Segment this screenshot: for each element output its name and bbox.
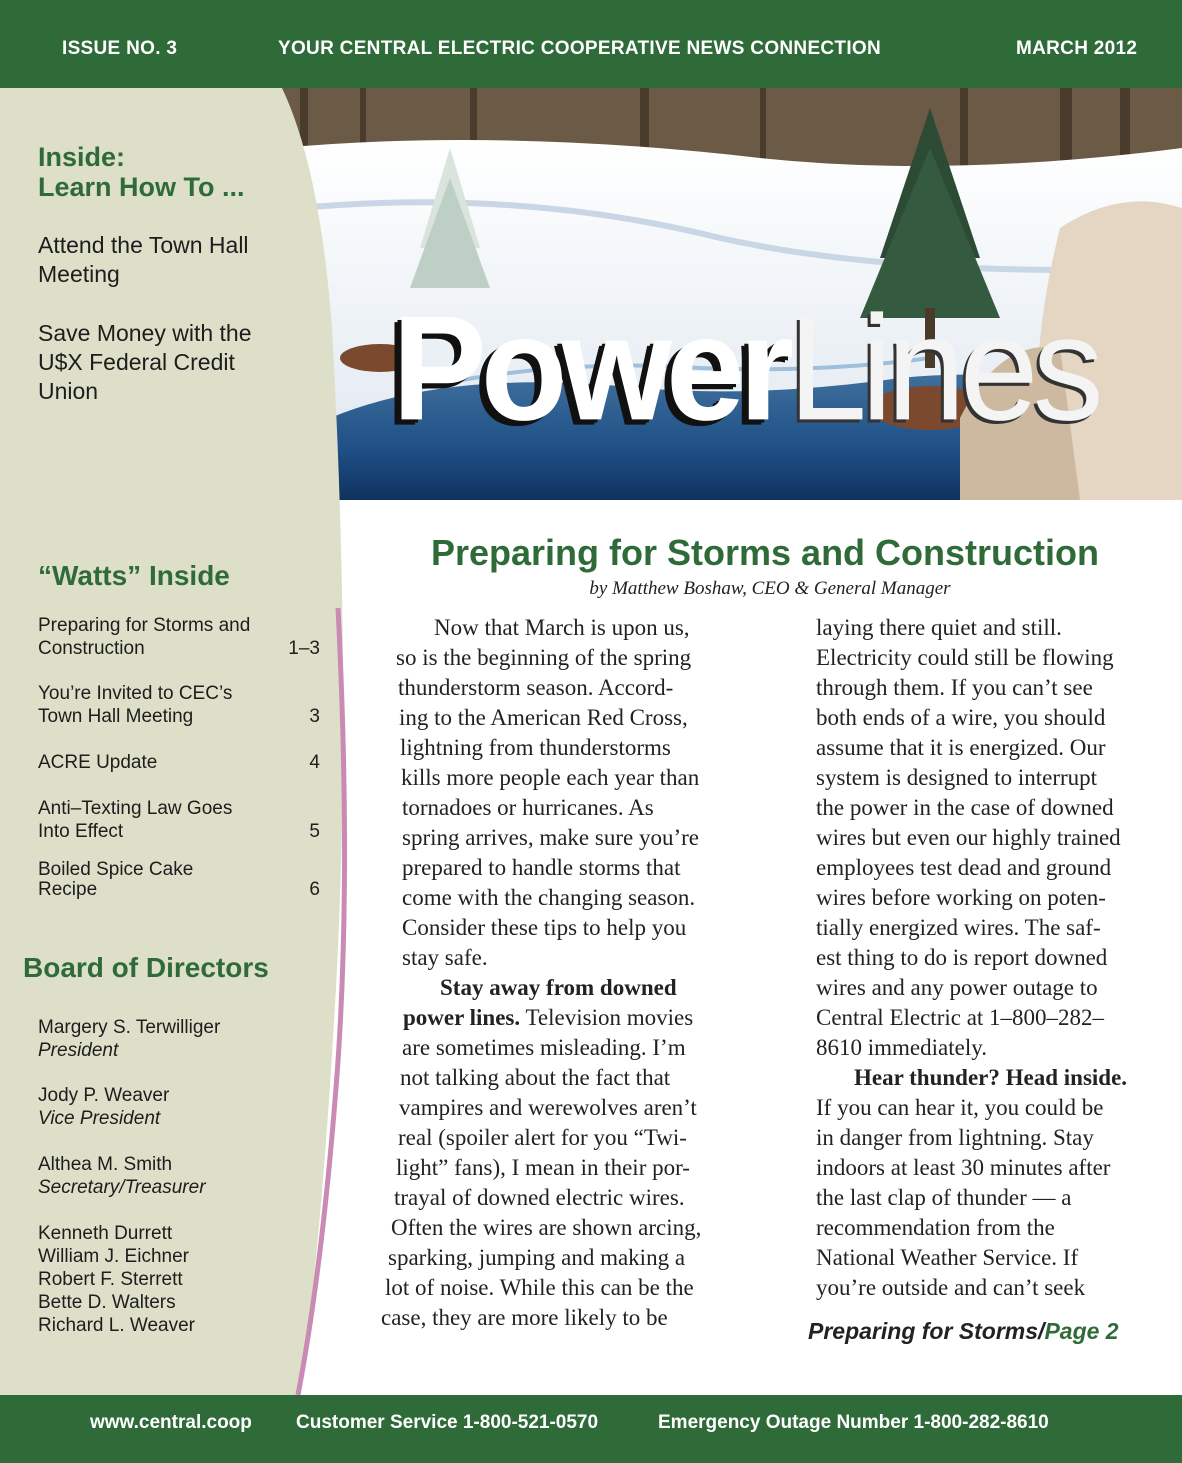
- body-line: est thing to do is report downed: [816, 945, 1108, 970]
- body-line: If you can hear it, you could be: [816, 1095, 1104, 1120]
- officer-role: President: [38, 1040, 119, 1061]
- emergency-phone: Emergency Outage Number 1-800-282-8610: [658, 1412, 1049, 1433]
- body-line: prepared to handle storms that: [402, 855, 681, 880]
- director-name: William J. Eichner: [38, 1246, 189, 1267]
- body-line: the power in the case of downed: [816, 795, 1114, 820]
- continued-label: Preparing for Storms/: [808, 1318, 1045, 1344]
- officer-role: Vice President: [38, 1108, 161, 1129]
- director-name: Kenneth Durrett: [38, 1223, 173, 1244]
- body-line: ing to the American Red Cross,: [399, 705, 688, 730]
- toc-label: Into Effect: [38, 821, 124, 842]
- officer-name: Althea M. Smith: [38, 1154, 173, 1175]
- body-line: thunderstorm season. Accord-: [398, 675, 674, 700]
- toc-item-spice-cake[interactable]: [38, 860, 320, 900]
- masthead-title: [392, 285, 1098, 452]
- continued-page: Page 2: [1044, 1318, 1119, 1344]
- toc-page: 6: [309, 879, 320, 900]
- customer-service-phone: Customer Service 1-800-521-0570: [296, 1412, 599, 1433]
- body-line: sparking, jumping and making a: [388, 1245, 686, 1270]
- toc-page: 4: [309, 752, 320, 773]
- tagline: YOUR CENTRAL ELECTRIC COOPERATIVE NEWS CONNECTION: [278, 38, 882, 59]
- body-line: real (spoiler alert for you “Twi-: [398, 1125, 687, 1150]
- body-line: through them. If you can’t see: [816, 675, 1093, 700]
- body-line: both ends of a wire, you should: [816, 705, 1106, 730]
- body-line: spring arrives, make sure you’re: [402, 825, 699, 850]
- body-line: wires and any power outage to: [816, 975, 1098, 1000]
- inside-heading-line2: Learn How To ...: [38, 172, 245, 202]
- body-line: so is the beginning of the spring: [396, 645, 692, 670]
- inside-heading-line1: Inside:: [38, 142, 126, 172]
- toc-item-town-hall[interactable]: [38, 682, 320, 728]
- body-line: National Weather Service. If: [816, 1245, 1079, 1270]
- board-heading: Board of Directors: [23, 952, 269, 983]
- body-line: laying there quiet and still.: [816, 615, 1062, 640]
- body-line: vampires and werewolves aren’t: [399, 1095, 697, 1120]
- body-line: lightning from thunderstorms: [400, 735, 671, 760]
- body-line: employees test dead and ground: [816, 855, 1112, 880]
- issue-number: ISSUE NO. 3: [62, 38, 178, 59]
- toc-label: Boiled Spice Cake: [38, 859, 194, 880]
- inside-item-line: Attend the Town Hall: [38, 232, 249, 258]
- body-line: the last clap of thunder — a: [816, 1185, 1072, 1210]
- toc-item-acre[interactable]: [38, 751, 320, 774]
- subhead-downed-lines-end: power lines.: [403, 1005, 521, 1030]
- toc-label: Preparing for Storms and: [38, 615, 251, 636]
- inside-item-line: U$X Federal Credit: [38, 349, 235, 375]
- body-line: recommendation from the: [816, 1215, 1055, 1240]
- toc-item-storms[interactable]: [38, 614, 320, 660]
- officer-secretary: [38, 1153, 206, 1199]
- officer-name: Margery S. Terwilliger: [38, 1017, 221, 1038]
- body-line: Electricity could still be flowing: [816, 645, 1114, 670]
- body-line: 8610 immediately.: [816, 1035, 987, 1060]
- subhead-thunder: Hear thunder? Head inside.: [854, 1065, 1128, 1090]
- continued-link[interactable]: [808, 1318, 1119, 1345]
- body-line: Often the wires are shown arcing,: [391, 1215, 702, 1240]
- director-name: Bette D. Walters: [38, 1292, 176, 1313]
- body-line: not talking about the fact that: [400, 1065, 671, 1090]
- inside-item-credit-union[interactable]: [38, 319, 288, 406]
- inside-item-line: Save Money with the: [38, 320, 252, 346]
- body-line-mixed: [403, 1003, 693, 1033]
- officer-vice-president: [38, 1084, 169, 1130]
- top-banner: [0, 0, 1182, 88]
- inside-heading: [38, 142, 245, 202]
- body-line: are sometimes misleading. I’m: [402, 1035, 686, 1060]
- director-name: Richard L. Weaver: [38, 1315, 195, 1336]
- body-line: wires before working on poten-: [816, 885, 1106, 910]
- toc-label: You’re Invited to CEC’s: [38, 683, 233, 704]
- article-byline: by Matthew Boshaw, CEO & General Manager: [589, 578, 951, 599]
- toc-label: ACRE Update: [38, 752, 158, 773]
- inside-item-line: Meeting: [38, 261, 120, 287]
- body-line: wires but even our highly trained: [816, 825, 1121, 850]
- toc-page: 3: [309, 706, 320, 727]
- body-line: lot of noise. While this can be the: [385, 1275, 694, 1300]
- inside-item-line: Union: [38, 378, 99, 404]
- issue-date: MARCH 2012: [1016, 38, 1138, 59]
- officer-name: Jody P. Weaver: [38, 1085, 170, 1106]
- body-line: Television movies: [520, 1005, 694, 1030]
- toc-item-anti-texting[interactable]: [38, 797, 320, 843]
- article-headline: Preparing for Storms and Construction: [430, 532, 1100, 573]
- toc-label: Anti–Texting Law Goes: [38, 798, 233, 819]
- body-line: tially energized wires. The saf-: [816, 915, 1101, 940]
- body-line: kills more people each year than: [401, 765, 700, 790]
- body-line: tornadoes or hurricanes. As: [402, 795, 654, 820]
- body-line: case, they are more likely to be: [381, 1305, 668, 1330]
- body-line: come with the changing season.: [402, 885, 696, 910]
- inside-item-town-hall[interactable]: [38, 231, 288, 289]
- body-line: you’re outside and can’t seek: [816, 1275, 1086, 1300]
- body-line: Now that March is upon us,: [434, 615, 690, 640]
- body-line: Consider these tips to help you: [402, 915, 687, 940]
- body-line: in danger from lightning. Stay: [816, 1125, 1094, 1150]
- body-line: assume that it is energized. Our: [816, 735, 1106, 760]
- website-link[interactable]: www.central.coop: [90, 1412, 252, 1433]
- watts-inside-heading: “Watts” Inside: [38, 560, 230, 591]
- officer-role: Secretary/Treasurer: [38, 1177, 206, 1198]
- officer-president: [38, 1016, 220, 1062]
- director-list: [38, 1222, 195, 1337]
- subhead-downed-lines: Stay away from downed: [440, 975, 677, 1000]
- body-line: Central Electric at 1–800–282–: [816, 1005, 1105, 1030]
- body-line: system is designed to interrupt: [816, 765, 1098, 790]
- body-line: light” fans), I mean in their por-: [396, 1155, 690, 1180]
- toc-page: 1–3: [288, 638, 320, 659]
- body-line: indoors at least 30 minutes after: [816, 1155, 1111, 1180]
- toc-label: Town Hall Meeting: [38, 706, 194, 727]
- toc-page: 5: [309, 821, 320, 842]
- masthead-lines: Lines: [788, 285, 1098, 452]
- footer-banner: [0, 1395, 1182, 1463]
- toc-label: Recipe: [38, 879, 98, 900]
- body-line: trayal of downed electric wires.: [394, 1185, 685, 1210]
- body-line: stay safe.: [402, 945, 488, 970]
- toc-label: Construction: [38, 638, 145, 659]
- masthead-power: Power: [392, 285, 789, 452]
- director-name: Robert F. Sterrett: [38, 1269, 183, 1290]
